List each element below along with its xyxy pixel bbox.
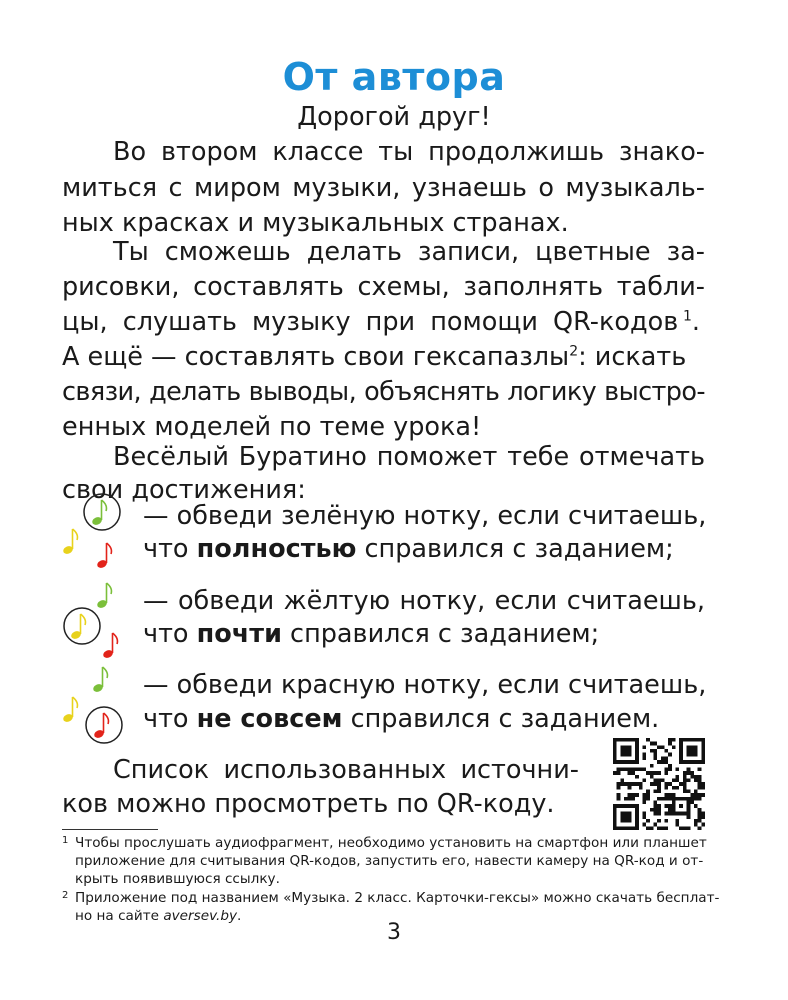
note-instruction-line: — обведи зелёную нотку, если считаешь, (143, 501, 707, 531)
footnote-ref-2: 2 (569, 343, 579, 360)
footnote-number: 2 (62, 890, 69, 901)
footnote-ref-1: $^1$. (682, 307, 700, 337)
paragraph-line: енных моделей по теме урока! (62, 412, 482, 442)
note-group-green (62, 492, 132, 572)
text-segment: А ещё — составлять свои гексапазлы (62, 342, 570, 372)
page-number: 3 (387, 920, 401, 945)
paragraph-line: рисовки, составлять схемы, заполнять табли- (62, 272, 705, 302)
emphasis: не совсем (196, 704, 343, 734)
paragraph-line: Ты сможешь делать записи, цветные за- (113, 237, 705, 267)
paragraph-line: связи, делать выводы, объяснять логику выстро- (62, 377, 705, 407)
text-segment: что (143, 704, 197, 734)
text-segment: справился с заданием; (281, 619, 600, 649)
paragraph-line (62, 341, 705, 373)
text-segment: справился с заданием; (356, 534, 674, 564)
paragraph-line: миться с миром музыки, узнаешь о музыкаль- (62, 173, 705, 203)
text-part (62, 341, 686, 373)
footnote-line: крыть появившуюся ссылку. (75, 871, 280, 887)
note-group-yellow (62, 576, 132, 662)
red-note-icon (102, 633, 118, 659)
green-note-icon (92, 667, 108, 693)
circle-marker (64, 608, 100, 644)
yellow-note-icon (70, 614, 86, 640)
text-segment: но на сайте (75, 908, 164, 924)
paragraph-line: Во втором классе ты продолжишь знако- (113, 137, 705, 167)
green-note-icon (96, 583, 112, 609)
text-segment: . (237, 908, 242, 924)
emphasis: полностью (196, 534, 357, 564)
note-group-red (62, 660, 132, 746)
sources-line: ков можно просмотреть по QR-коду. (62, 789, 555, 819)
note-instruction-line (143, 533, 674, 565)
text-segment (62, 306, 705, 338)
text-part: цы, слушать музыку при помощи QR-кодов (62, 307, 679, 337)
superscript: 1 (682, 308, 692, 325)
qr-code-icon[interactable] (613, 738, 705, 830)
red-note-icon (93, 713, 109, 739)
text-segment: : искать (578, 342, 687, 372)
footnote-divider (62, 829, 158, 830)
paragraph-line: ных красках и музыкальных странах. (62, 208, 569, 238)
note-instruction-line (143, 703, 659, 735)
footnote-line: Чтобы прослушать аудиофрагмент, необходимо установить на смартфон или планшет (75, 835, 707, 851)
paragraph-line (62, 306, 705, 338)
text-segment: справился с заданием. (342, 704, 660, 734)
yellow-note-icon (62, 697, 78, 723)
text-segment: что (143, 619, 197, 649)
website-link[interactable]: aversev.by (163, 908, 238, 924)
green-note-icon (91, 500, 107, 526)
page-title: От автора (282, 55, 506, 99)
footnote-line: Приложение под названием «Музыка. 2 класс. Карточки-гексы» можно скачать бесплат- (75, 890, 720, 906)
paragraph-line: свои достижения: (62, 475, 306, 505)
footnote-line: приложение для считывания QR-кодов, запустить его, навести камеру на QR-код и от- (75, 853, 704, 869)
note-instruction-line: — обведи жёлтую нотку, если считаешь, (143, 586, 705, 616)
text-segment: что (143, 534, 197, 564)
red-note-icon (96, 543, 112, 569)
note-instruction-line (143, 618, 599, 650)
note-instruction-line: — обведи красную нотку, если считаешь, (143, 670, 707, 700)
yellow-note-icon (62, 529, 78, 555)
greeting: Дорогой друг! (297, 102, 491, 132)
sources-line: Список использованных источни- (113, 755, 579, 785)
footnote-number: 1 (62, 835, 69, 846)
paragraph-line: Весёлый Буратино поможет тебе отмечать (113, 442, 705, 472)
emphasis: почти (196, 619, 282, 649)
